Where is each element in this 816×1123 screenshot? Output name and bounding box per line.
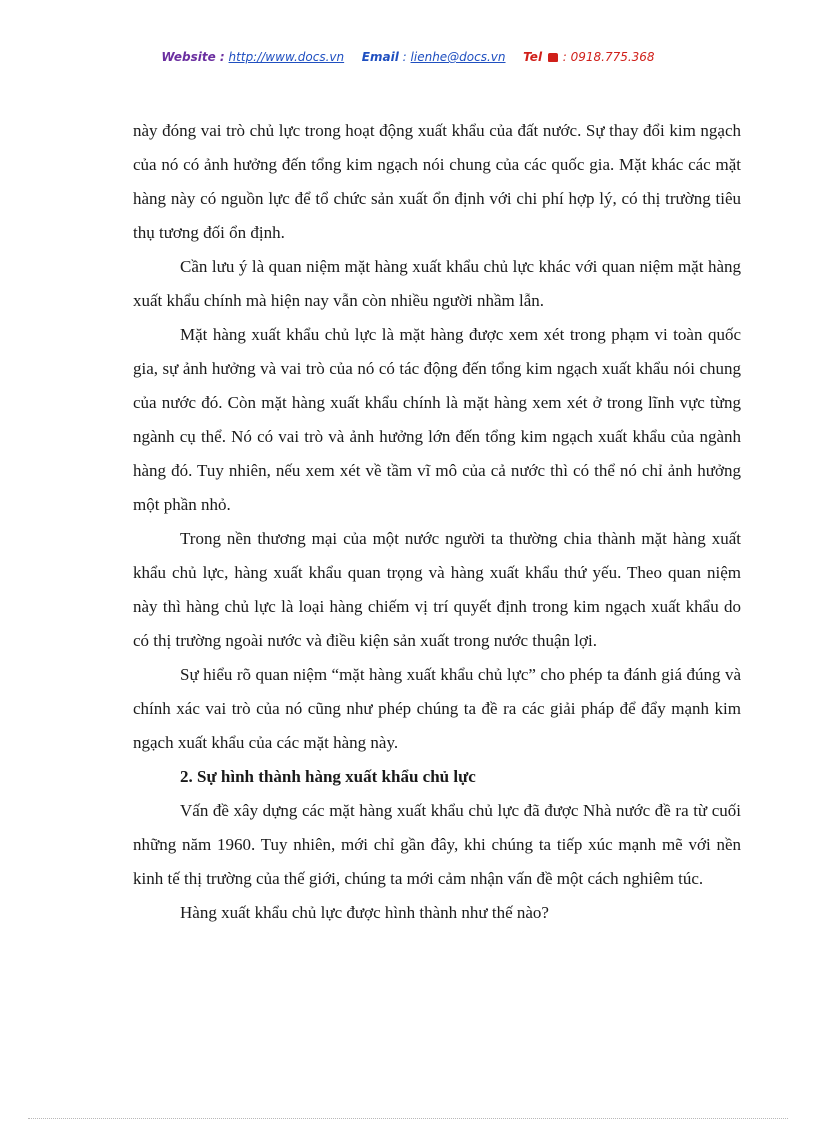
paragraph-4: Trong nền thương mại của một nước người ta thường chia thành mặt hàng xuất khẩu chủ lực, hàng xuất khẩu quan trọng và hàng xuất khẩu thứ yếu. Theo quan niệm này thì hàng chủ lực là loại hàng chiếm vị trí quyết định trong kim ngạch xuất khẩu do có thị trường ngoài nước và điều kiện sản xuất trong nước thuận lợi.: [133, 529, 741, 650]
paragraph-2: Cần lưu ý là quan niệm mặt hàng xuất khẩu chủ lực khác với quan niệm mặt hàng xuất khẩu chính mà hiện nay vẫn còn nhiều người nhầm lẫn.: [133, 257, 741, 310]
document-body: [133, 114, 741, 930]
website-link[interactable]: http://www.docs.vn: [228, 50, 345, 64]
website-label: Website :: [161, 50, 225, 64]
tel-colon: :: [562, 50, 567, 64]
section-heading: 2. Sự hình thành hàng xuất khẩu chủ lực: [180, 767, 476, 786]
paragraph-7: Hàng xuất khẩu chủ lực được hình thành như thế nào?: [180, 903, 549, 922]
phone-icon: [548, 53, 558, 62]
paragraph-3: Mặt hàng xuất khẩu chủ lực là mặt hàng được xem xét trong phạm vi toàn quốc gia, sự ảnh hưởng và vai trò của nó có tác động đến tổng kim ngạch xuất khẩu nói chung của nước đó. Còn mặt hàng xuất khẩu chính là mặt hàng xem xét ở trong lĩnh vực từng ngành cụ thể. Nó có vai trò và ảnh hưởng lớn đến tổng kim ngạch xuất khẩu của ngành hàng đó. Tuy nhiên, nếu xem xét về tầm vĩ mô của cả nước thì có thể nó chỉ ảnh hưởng một phần nhỏ.: [133, 325, 741, 514]
footer-divider: [28, 1118, 788, 1119]
tel-number: 0918.775.368: [570, 50, 655, 64]
paragraph-5: Sự hiểu rõ quan niệm “mặt hàng xuất khẩu chủ lực” cho phép ta đánh giá đúng và chính xác vai trò của nó cũng như phép chúng ta đề ra các giải pháp để đẩy mạnh kim ngạch xuất khẩu của các mặt hàng này.: [133, 665, 741, 752]
email-label: Email: [361, 50, 399, 64]
email-link[interactable]: lienhe@docs.vn: [410, 50, 506, 64]
page-header: [0, 50, 816, 64]
email-colon: :: [402, 50, 407, 64]
tel-label: Tel: [523, 50, 543, 64]
paragraph-6: Vấn đề xây dựng các mặt hàng xuất khẩu chủ lực đã được Nhà nước đề ra từ cuối những năm 1960. Tuy nhiên, mới chỉ gần đây, khi chúng ta tiếp xúc mạnh mẽ với nền kinh tế thị trường của thế giới, chúng ta mới cảm nhận vấn đề một cách nghiêm túc.: [133, 801, 741, 888]
paragraph-1: này đóng vai trò chủ lực trong hoạt động xuất khẩu của đất nước. Sự thay đổi kim ngạch của nó có ảnh hưởng đến tổng kim ngạch nói chung của các quốc gia. Mặt khác các mặt hàng này có nguồn lực để tổ chức sản xuất ổn định với chi phí hợp lý, có thị trường tiêu thụ tương đối ổn định.: [133, 121, 741, 242]
